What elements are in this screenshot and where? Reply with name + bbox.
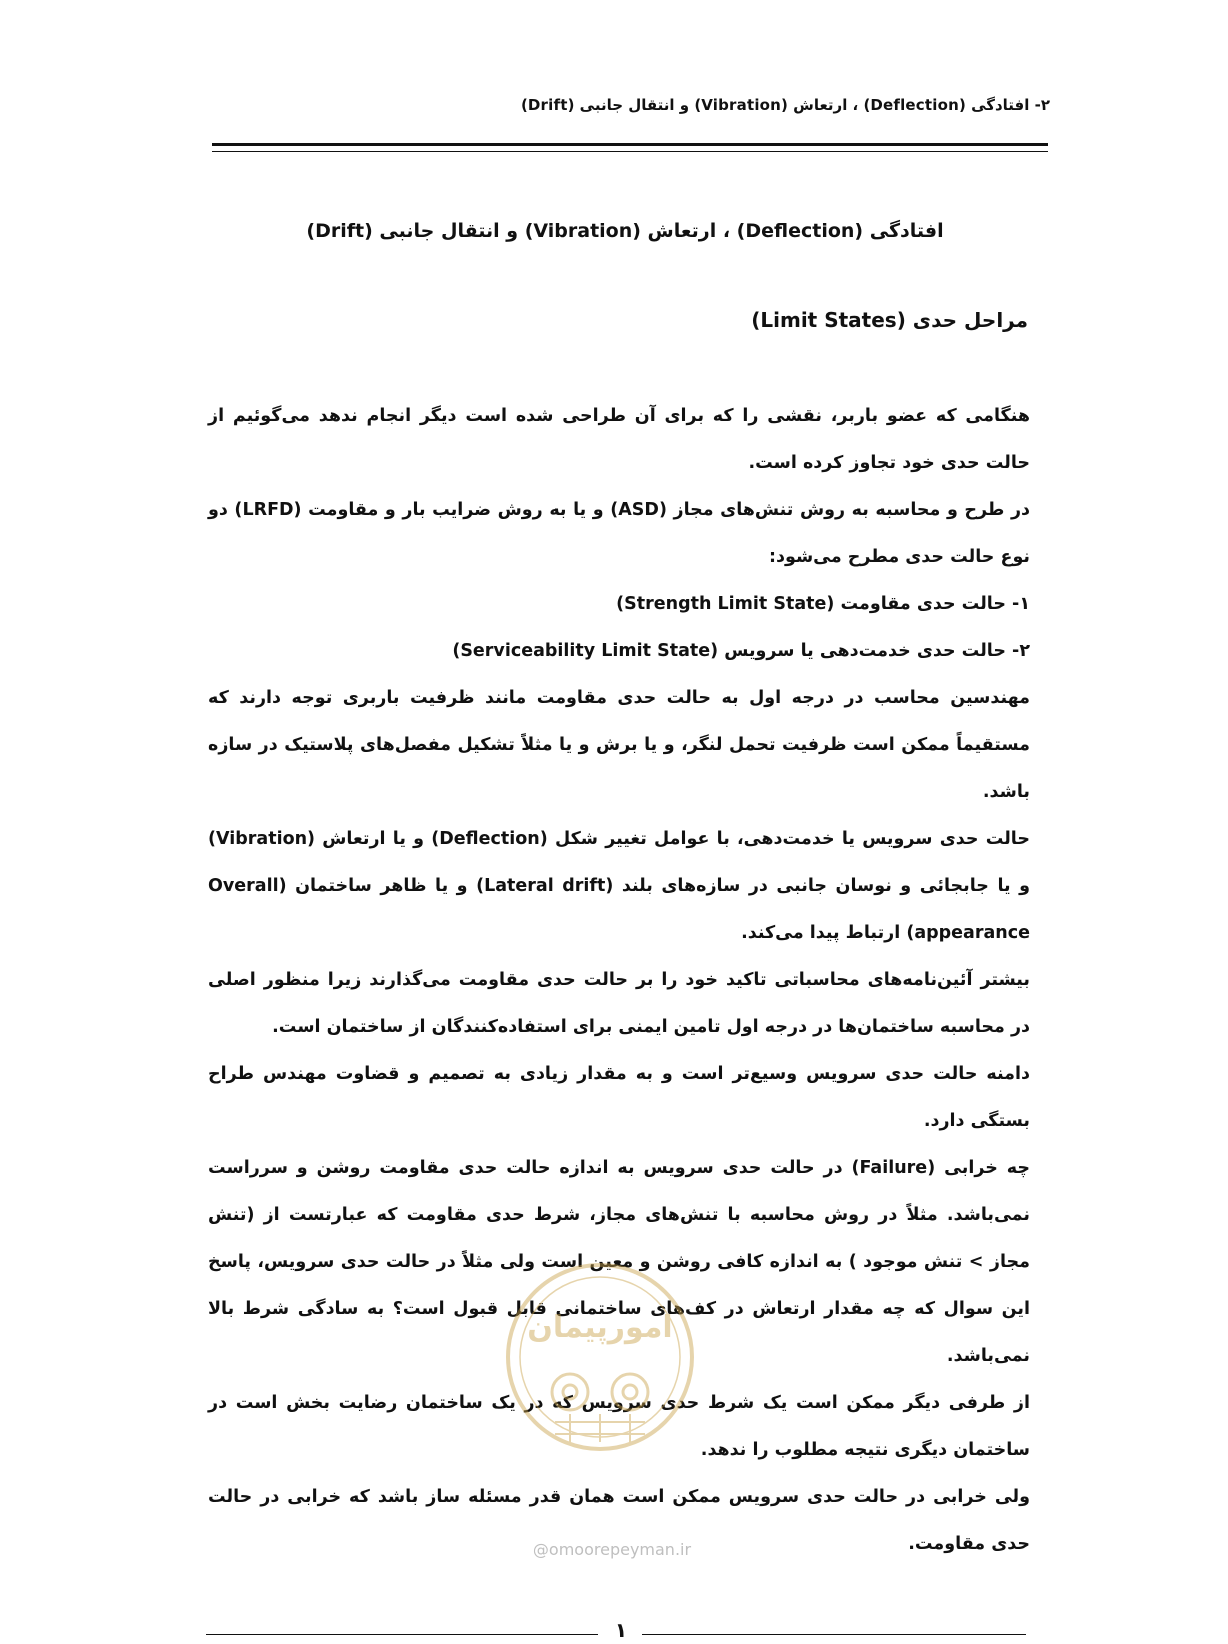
watermark-url: @omoorepeyman.ir (532, 1540, 692, 1559)
list-item: ۲- حالت حدی خدمت‌دهی یا سرویس (Serviceability Limit State) (452, 641, 1030, 661)
list-item: ۱- حالت حدی مقاومت (Strength Limit State) (616, 594, 1030, 614)
paragraph: چه خرابی (Failure) در حالت حدی سرویس به اندازه حالت حدی مقاومت روشن و سرراست نمی‌باشد. مثلاً در روش محاسبه با تنش‌های مجاز، شرط حدی مقاومت که عبارتست از (تنش مجاز > تنش موجود ) به اندازه کافی روشن و معین است ولی مثلاً در حالت حدی سرویس، پاسخ این سوال که چه مقدار ارتعاش در کف‌های ساختمانی قابل قبول است؟ به سادگی شرط بالا نمی‌باشد. (208, 1158, 1030, 1366)
paragraph: از طرفی دیگر ممکن است یک شرط حدی سرویس که در یک ساختمان رضایت بخش است در ساختمان دیگری نتیجه مطلوب را ندهد. (208, 1393, 1030, 1460)
running-header: ۲- افتادگی (Deflection) ، ارتعاش (Vibration) و انتقال جانبی (Drift) (521, 96, 1050, 114)
paragraph: دامنه حالت حدی سرویس وسیع‌تر است و به مقدار زیادی به تصمیم و قضاوت مهندس طراح بستگی دارد. (208, 1064, 1030, 1131)
header-rule-thin (212, 151, 1048, 152)
body-text (208, 393, 1030, 1568)
watermark-logo-text: امورپیمان (527, 1310, 673, 1345)
header-rule-thick (212, 143, 1048, 146)
page-number: ۱ (614, 1618, 628, 1642)
footer-rule-left (206, 1634, 598, 1635)
paragraph: در طرح و محاسبه به روش تنش‌های مجاز (ASD) و یا به روش ضرایب بار و مقاومت (LRFD) دو نوع حالت حدی مطرح می‌شود: (208, 500, 1031, 567)
section-heading: مراحل حدی (Limit States) (751, 308, 1028, 332)
paragraph: بیشتر آئین‌نامه‌های محاسباتی تاکید خود را بر حالت حدی مقاومت می‌گذارند زیرا منظور اصلی در محاسبه ساختمان‌ها در درجه اول تامین ایمنی برای استفاده‌کنندگان از ساختمان است. (208, 970, 1030, 1037)
document-title: افتادگی (Deflection) ، ارتعاش (Vibration) و انتقال جانبی (Drift) (306, 220, 944, 242)
footer-rule-right (642, 1634, 1026, 1635)
paragraph: حالت حدی سرویس یا خدمت‌دهی، با عوامل تغییر شکل (Deflection) و یا ارتعاش (Vibration) و یا جابجائی و نوسان جانبی در سازه‌های بلند (Lateral drift) و یا ظاهر ساختمان (Overall appearance) ارتباط پیدا می‌کند. (208, 829, 1030, 943)
paragraph: مهندسین محاسب در درجه اول به حالت حدی مقاومت مانند ظرفیت باربری توجه دارند که مستقیماً ممکن است ظرفیت تحمل لنگر، و یا برش و یا مثلاً تشکیل مفصل‌های پلاستیک در سازه باشد. (208, 688, 1030, 802)
paragraph: ولی خرابی در حالت حدی سرویس ممکن است همان قدر مسئله ساز باشد که خرابی در حالت حدی مقاومت. (208, 1487, 1030, 1554)
paragraph: هنگامی که عضو باربر، نقشی را که برای آن طراحی شده است دیگر انجام ندهد می‌گوئیم از حالت حدی خود تجاوز کرده است. (208, 406, 1030, 473)
